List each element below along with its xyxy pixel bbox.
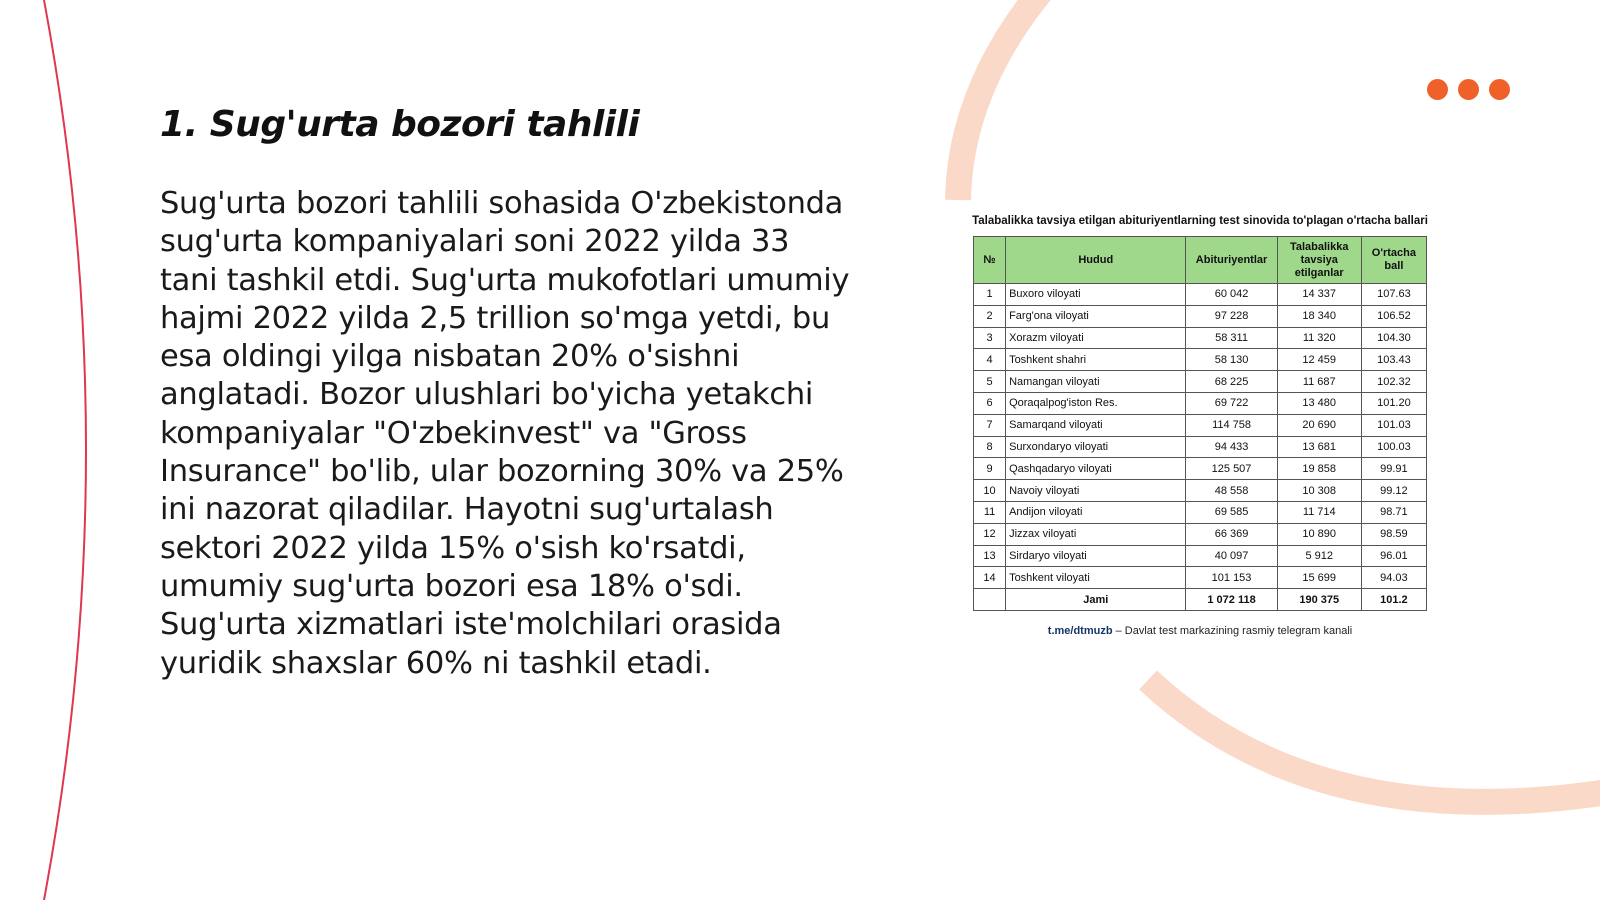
- table-cell: 101 153: [1186, 567, 1277, 589]
- table-cell: 98.59: [1361, 523, 1426, 545]
- table-cell: 9: [974, 458, 1006, 480]
- table-cell: 190 375: [1277, 589, 1361, 611]
- table-cell: 101.20: [1361, 392, 1426, 414]
- header-cell: Hudud: [1006, 237, 1186, 284]
- bottom-peach-arc: [1148, 680, 1600, 802]
- table-cell: 104.30: [1361, 327, 1426, 349]
- table-cell: Buxoro viloyati: [1006, 284, 1186, 306]
- table-row: [974, 284, 1427, 306]
- table-cell: Farg'ona viloyati: [1006, 305, 1186, 327]
- table-cell: 96.01: [1361, 545, 1426, 567]
- table-header-row: [974, 237, 1427, 284]
- table-cell: Qashqadaryo viloyati: [1006, 458, 1186, 480]
- table-footer: [970, 625, 1430, 637]
- table-cell: Andijon viloyati: [1006, 501, 1186, 523]
- header-cell: №: [974, 237, 1006, 284]
- telegram-link: t.me/dtmuzb: [1047, 624, 1113, 637]
- table-cell: 7: [974, 414, 1006, 436]
- top-peach-arc: [958, 0, 1042, 200]
- table-caption: Talabalikka tavsiya etilgan abituriyentlarning test sinovida to'plagan o'rtacha ballari: [972, 215, 1428, 227]
- table-cell: 102.32: [1361, 371, 1426, 393]
- table-cell: 6: [974, 392, 1006, 414]
- table-cell: 12 459: [1277, 349, 1361, 371]
- table-cell: 19 858: [1277, 458, 1361, 480]
- table-cell: 114 758: [1186, 414, 1277, 436]
- header-cell: Abituriyentlar: [1186, 237, 1277, 284]
- table-row: [974, 305, 1427, 327]
- table-cell: 11 687: [1277, 371, 1361, 393]
- table-row: [974, 501, 1427, 523]
- table-cell: 1 072 118: [1186, 589, 1277, 611]
- table-row: [974, 545, 1427, 567]
- table-cell: 58 311: [1186, 327, 1277, 349]
- table-cell: 10 308: [1277, 480, 1361, 502]
- table-cell: 48 558: [1186, 480, 1277, 502]
- table-cell: 10 890: [1277, 523, 1361, 545]
- table-row: [974, 567, 1427, 589]
- table-row: [974, 327, 1427, 349]
- table-cell: 11 320: [1277, 327, 1361, 349]
- table-cell: 20 690: [1277, 414, 1361, 436]
- orange-dot: [1427, 79, 1448, 100]
- slide-title: 1. Sug'urta bozori tahlili: [160, 104, 640, 145]
- table-cell: 69 585: [1186, 501, 1277, 523]
- table-cell: 13 681: [1277, 436, 1361, 458]
- table-cell: Jizzax viloyati: [1006, 523, 1186, 545]
- red-curve-line: [44, 0, 86, 900]
- table-cell: 94.03: [1361, 567, 1426, 589]
- table-cell: Qoraqalpog'iston Res.: [1006, 392, 1186, 414]
- table-cell: 12: [974, 523, 1006, 545]
- table-cell: 2: [974, 305, 1006, 327]
- table-cell: 101.2: [1361, 589, 1426, 611]
- slide-body-text: Sug'urta bozori tahlili sohasida O'zbekistonda sug'urta kompaniyalari soni 2022 yilda 33 tani tashkil etdi. Sug'urta mukofotlari umumiy hajmi 2022 yilda 2,5 trillion so'mga yetdi, bu esa oldingi yilga nisbatan 20% o'sishni anglatadi. Bozor ulushlari bo'yicha yetakchi kompaniyalar "O'zbekinvest" va "Gross Insurance" bo'lib, ular bozorning 30% va 25% ini nazorat qiladilar. Hayotni sug'urtalash sektori 2022 yilda 15% o'sish ko'rsatdi, umumiy sug'urta bozori esa 18% o'sdi. Sug'urta xizmatlari iste'molchilari orasida yuridik shaxslar 60% ni tashkil etadi.: [160, 186, 850, 681]
- table-cell: Surxondaryo viloyati: [1006, 436, 1186, 458]
- table-row: [974, 480, 1427, 502]
- table-cell: 13 480: [1277, 392, 1361, 414]
- table-cell: Samarqand viloyati: [1006, 414, 1186, 436]
- table-total-row: [974, 589, 1427, 611]
- table-cell: 58 130: [1186, 349, 1277, 371]
- table-cell: 5: [974, 371, 1006, 393]
- table-row: [974, 458, 1427, 480]
- orange-dot: [1489, 79, 1510, 100]
- table-row: [974, 349, 1427, 371]
- table-cell: 68 225: [1186, 371, 1277, 393]
- table-cell: 97 228: [1186, 305, 1277, 327]
- table-cell: 66 369: [1186, 523, 1277, 545]
- orange-dot: [1458, 79, 1479, 100]
- table-cell: 40 097: [1186, 545, 1277, 567]
- header-cell: O'rtacha ball: [1361, 237, 1426, 284]
- table-cell: 94 433: [1186, 436, 1277, 458]
- table-cell: 101.03: [1361, 414, 1426, 436]
- scores-table: [973, 236, 1427, 611]
- table-cell: 15 699: [1277, 567, 1361, 589]
- table-cell: 3: [974, 327, 1006, 349]
- table-cell: 98.71: [1361, 501, 1426, 523]
- table-row: [974, 436, 1427, 458]
- table-cell: 18 340: [1277, 305, 1361, 327]
- table-cell: 103.43: [1361, 349, 1426, 371]
- table-cell: Toshkent shahri: [1006, 349, 1186, 371]
- dots-decoration: [1427, 79, 1510, 100]
- table-cell: 99.12: [1361, 480, 1426, 502]
- table-cell: 69 722: [1186, 392, 1277, 414]
- table-cell: 13: [974, 545, 1006, 567]
- table-row: [974, 371, 1427, 393]
- table-cell: Namangan viloyati: [1006, 371, 1186, 393]
- table-cell: [974, 589, 1006, 611]
- table-cell: 125 507: [1186, 458, 1277, 480]
- table-cell: 14: [974, 567, 1006, 589]
- table-cell: 4: [974, 349, 1006, 371]
- table-cell: 106.52: [1361, 305, 1426, 327]
- table-cell: 14 337: [1277, 284, 1361, 306]
- table-figure: [970, 214, 1430, 637]
- footer-text: – Davlat test markazining rasmiy telegram kanali: [1112, 624, 1353, 637]
- table-cell: Xorazm viloyati: [1006, 327, 1186, 349]
- table-cell: Jami: [1006, 589, 1186, 611]
- table-row: [974, 523, 1427, 545]
- table-cell: 60 042: [1186, 284, 1277, 306]
- table-cell: Toshkent viloyati: [1006, 567, 1186, 589]
- table-cell: 100.03: [1361, 436, 1426, 458]
- table-cell: 11: [974, 501, 1006, 523]
- table-cell: 1: [974, 284, 1006, 306]
- table-cell: 11 714: [1277, 501, 1361, 523]
- table-cell: 5 912: [1277, 545, 1361, 567]
- table-cell: 10: [974, 480, 1006, 502]
- table-cell: 8: [974, 436, 1006, 458]
- table-row: [974, 414, 1427, 436]
- table-row: [974, 392, 1427, 414]
- table-cell: 107.63: [1361, 284, 1426, 306]
- table-cell: 99.91: [1361, 458, 1426, 480]
- table-cell: Navoiy viloyati: [1006, 480, 1186, 502]
- header-cell: Talabalikka tavsiya etilganlar: [1277, 237, 1361, 284]
- table-cell: Sirdaryo viloyati: [1006, 545, 1186, 567]
